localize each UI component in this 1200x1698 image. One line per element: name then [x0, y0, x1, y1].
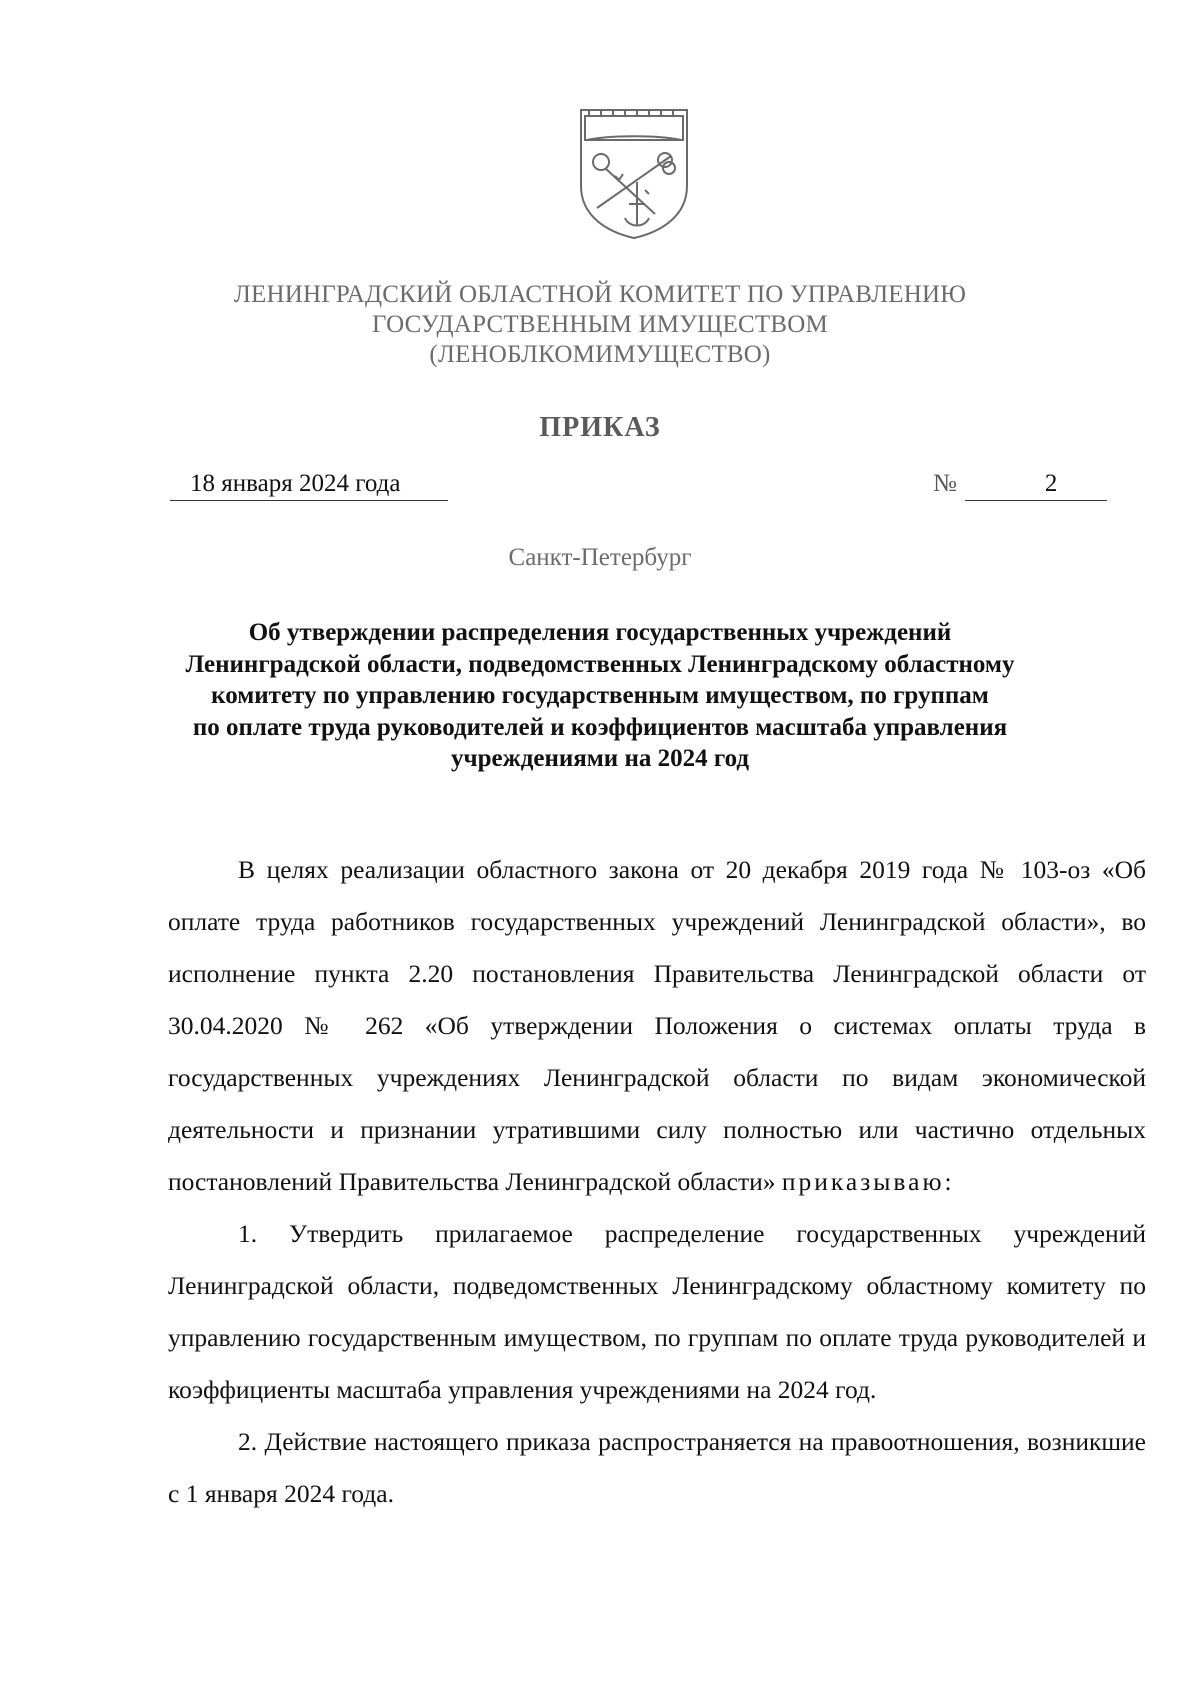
document-date: 18 января 2024 года	[170, 468, 448, 501]
item-1-paragraph: 1. Утвердить прилагаемое распределение государственных учреждений Ленинградской области, подведомственных Ленинградскому областному комитету по управлению государственным имуществом, по группам по оплате труда руководителей и коэффициенты масштаба управления учреждениями на 2024 год.	[168, 1219, 1146, 1404]
title-line-4: по оплате труда руководителей и коэффициентов масштаба управления	[192, 713, 1008, 741]
number-sign: №	[933, 470, 957, 497]
organization-name-line-3: (ЛЕНОБЛКОМИМУЩЕСТВО)	[429, 341, 771, 368]
document-body	[168, 844, 1146, 1520]
document-number-field	[933, 468, 1107, 501]
title-line-5: учреждениями на 2024 год	[450, 745, 750, 772]
title-line-3: комитету по управлению государственным имуществом, по группам	[211, 682, 989, 709]
title-line-1: Об утверждении распределения государственных учреждений	[248, 619, 952, 646]
title-line-2: Ленинградской области, подведомственных Ленинградскому областному	[185, 650, 1015, 678]
organization-name-line-2: ГОСУДАРСТВЕННЫМ ИМУЩЕСТВОМ	[372, 311, 828, 338]
document-title	[150, 617, 1050, 775]
organization-name	[0, 280, 1200, 370]
item-2-paragraph: 2. Действие настоящего приказа распространяется на правоотношения, возникшие с 1 января 2024 года.	[168, 1427, 1146, 1508]
order-word: приказываю:	[781, 1167, 955, 1196]
document-city: Санкт-Петербург	[508, 544, 692, 571]
coat-of-arms-icon	[575, 108, 693, 240]
preamble-paragraph	[168, 844, 1146, 1208]
preamble-text: В целях реализации областного закона от 20 декабря 2019 года № 103-оз «Об оплате труда работников государственных учреждений Ленинградской области», во исполнение пункта 2.20 постановления Правительства Ленинградской области от 30.04.2020 № 262 «Об утверждении Положения о системах оплаты труда в государственных учреждениях Ленинградской области по видам экономической деятельности и признании утратившими силу полностью или частично отдельных постановлений Правительства Ленинградской области»	[168, 855, 1146, 1196]
organization-name-line-1: ЛЕНИНГРАДСКИЙ ОБЛАСТНОЙ КОМИТЕТ ПО УПРАВЛЕНИЮ	[233, 281, 967, 308]
document-number: 2	[965, 468, 1107, 501]
document-type: ПРИКАЗ	[539, 412, 661, 443]
